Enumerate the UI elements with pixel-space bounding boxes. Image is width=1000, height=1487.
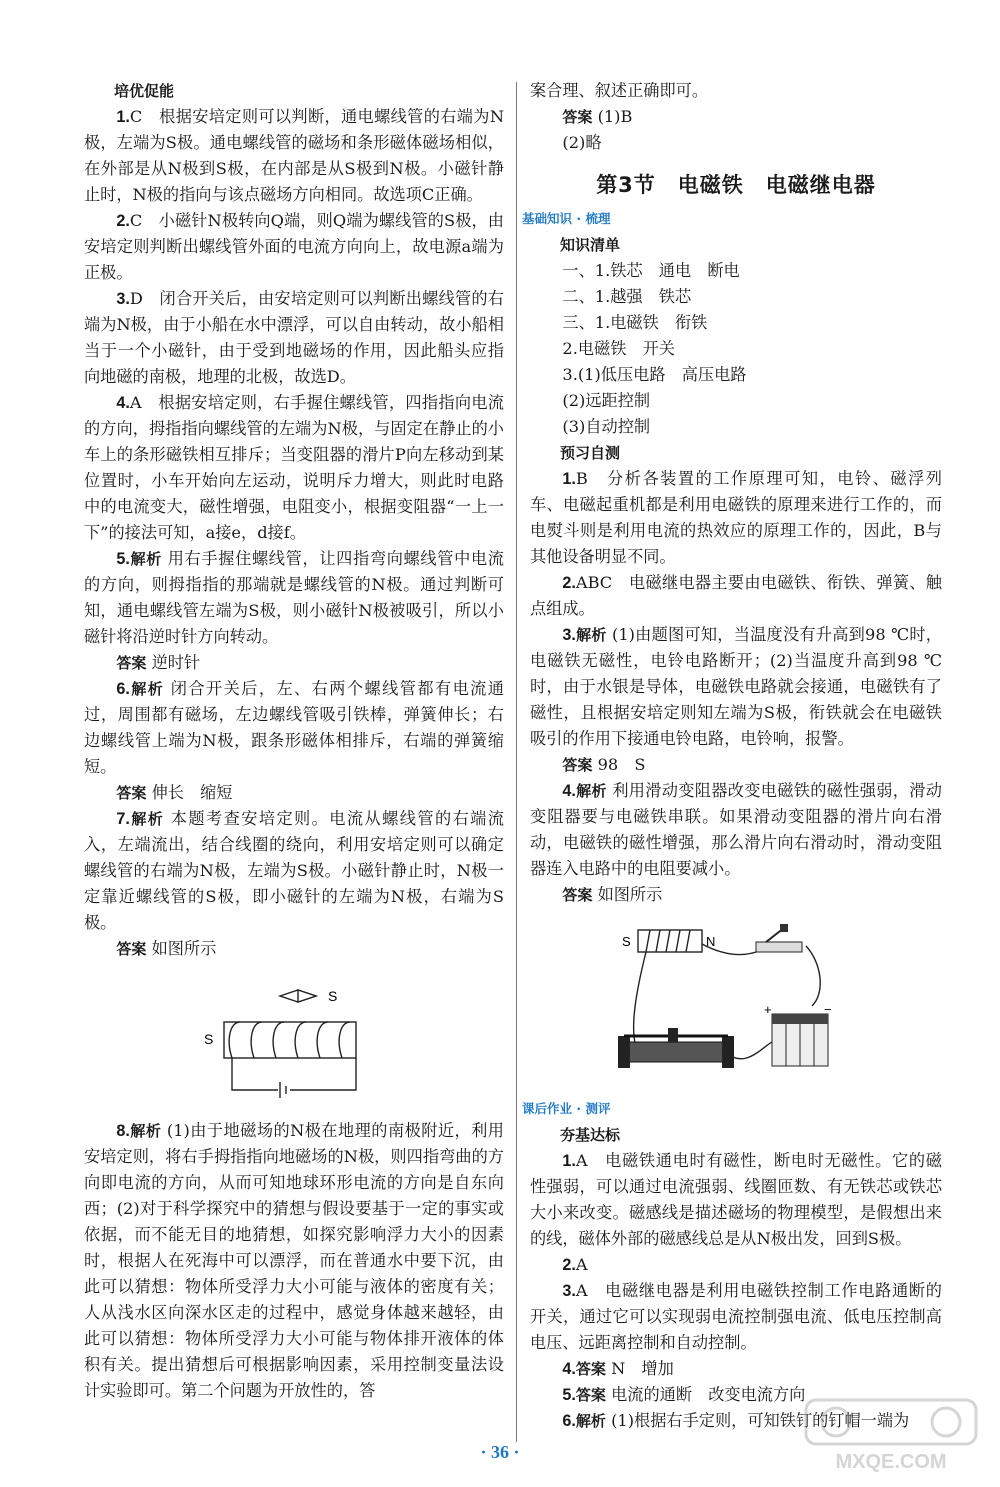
answer-item: 1.C 根据安培定则可以判断，通电螺线管的右端为N极，左端为S极。通电螺线管的磁场和条形磁体磁场相似，在外部是从N极到S极，在内部是从S极到N极。小磁针静止时，N极的指向与该点磁场方向相同。故选项C正确。 bbox=[84, 107, 504, 204]
answer-item: 5.解析 用右手握住螺线管，让四指弯向螺线管中电流的方向，则拇指指的那端就是螺线管的N极。通过判断可知，通电螺线管左端为S极，则小磁针N极被吸引，所以小磁针将沿逆时针方向转动。 bbox=[84, 549, 504, 646]
answer-item: 3.A 电磁继电器是利用电磁铁控制工作电路通断的开关，通过它可以实现弱电流控制强电流、低电压控制高电压、远距离控制和自动控制。 bbox=[530, 1281, 942, 1352]
answer-item: 4.解析 利用滑动变阻器改变电磁铁的磁性强弱，滑动变阻器要与电磁铁串联。如果滑动变阻器的滑片向右滑动，电磁铁的磁性增强，那么滑片向右滑动时，滑动变阻器连入电路中的电阻要减小。 bbox=[530, 781, 942, 878]
fig2-label-minus: − bbox=[824, 1002, 832, 1017]
answer-line: 答案 伸长 缩短 bbox=[116, 783, 233, 802]
answer-line: 答案 98 S bbox=[562, 755, 646, 774]
list-item: 2.电磁铁 开关 bbox=[562, 339, 675, 358]
fig2-label-s: S bbox=[622, 934, 631, 949]
list-item: 3.(1)低压电路 高压电路 bbox=[562, 365, 747, 384]
answer-item: 6.解析 (1)根据右手定则，可知铁钉的钉帽一端为 bbox=[562, 1411, 910, 1430]
answer-item: 1.B 分析各装置的工作原理可知，电铃、磁浮列车、电磁起重机都是利用电磁铁的原理来进行工作的，而电熨斗则是利用电流的热效应的原理工作的，因此，B与其他设备明显不同。 bbox=[530, 469, 942, 566]
battery bbox=[772, 1014, 828, 1066]
list-item: 一、1.铁芯 通电 断电 bbox=[562, 261, 740, 280]
column-divider bbox=[516, 82, 517, 1442]
list-item: 三、1.电磁铁 衔铁 bbox=[562, 313, 708, 332]
answer-item: 4.答案 N 增加 bbox=[562, 1359, 674, 1378]
list-item: (3)自动控制 bbox=[562, 417, 651, 436]
sliding-rheostat bbox=[618, 1028, 734, 1068]
list-item: (2)远距控制 bbox=[562, 391, 651, 410]
fig2-label-n: N bbox=[706, 934, 716, 949]
continued-text: 案合理、叙述正确即可。 bbox=[530, 81, 709, 100]
section-title: 第3节 电磁铁 电磁继电器 bbox=[596, 173, 876, 197]
answer-item: 2.A bbox=[562, 1255, 588, 1274]
subheading: 夯基达标 bbox=[560, 1126, 621, 1144]
answer-item: 2.ABC 电磁继电器主要由电磁铁、衔铁、弹簧、触点组成。 bbox=[530, 573, 942, 618]
answer-item: 7.解析 本题考查安培定则。电流从螺线管的右端流入，左端流出，结合线圈的绕向，利用安培定则可以确定螺线管的右端为N极，左端为S极。小磁针静止时，N极一定靠近螺线管的S极，即小磁针的左端为N极，右端为S极。 bbox=[84, 809, 504, 932]
watermark-logo bbox=[796, 1396, 986, 1476]
answer-line: 答案 如图所示 bbox=[562, 885, 663, 904]
right-column bbox=[522, 78, 942, 1434]
answer-item: 8.解析 (1)由于地磁场的N极在地理的南极附近，利用安培定则，将右手拇指指向地磁场的N极，则四指弯曲的方向即电流的方向，从而可知地球环形电流的方向是自东向西；(2)对于科学探究中的猜想与假设要基于一定的事实或依据，而不能无目的地猜想，如探究影响浮力大小的因素时，根据人在死海中可以漂浮，而在普通水中要下沉，由此可以猜想：物体所受浮力大小可能与液体的密度有关；人从浅水区向深水区走的过程中，感觉身体越来越轻，由此可以猜想：物体所受浮力大小可能与物体排开液体的体积有关。提出猜想后可根据影响因素，采用控制变量法设计实验即可。第二个问题为开放性的，答 bbox=[84, 1121, 504, 1400]
answer-item: 3.D 闭合开关后，由安培定则可以判断出螺线管的右端为N极，由于小船在水中漂浮，可以自由转动，故小船相当于一个小磁针，由于受到地磁场的作用，因此船头应指向地磁的南极，地理的北极，故选D。 bbox=[84, 289, 504, 386]
answer-item: 1.A 电磁铁通电时有磁性，断电时无磁性。它的磁性强弱，可以通过电流强弱、线圈匝数、有无铁芯或铁芯大小来改变。磁感线是描述磁场的物理模型，是假想出来的线，磁体外部的磁感线总是从N极出发，回到S极。 bbox=[530, 1151, 942, 1248]
answer-item: 6.解析 闭合开关后，左、右两个螺线管都有电流通过，周围都有磁场，左边螺线管吸引铁棒，弹簧伸长；右边螺线管上端为N极，跟条形磁体相排斥，右端的弹簧缩短。 bbox=[84, 679, 504, 776]
watermark-text: MXQE.COM bbox=[835, 1451, 947, 1473]
electromagnet-circuit-figure bbox=[616, 922, 856, 1082]
fig-label-s-left: S bbox=[204, 1031, 214, 1047]
subheading: 预习自测 bbox=[560, 444, 621, 462]
fig2-label-plus: + bbox=[764, 1002, 772, 1017]
blue-section-label: 基础知识 · 梳理 bbox=[522, 211, 611, 226]
blue-section-label: 课后作业 · 测评 bbox=[522, 1101, 611, 1116]
list-item: 二、1.越强 铁芯 bbox=[562, 287, 692, 306]
answer-item: 4.A 根据安培定则，右手握住螺线管，四指指向电流的方向，拇指指向螺线管的左端为N极，与固定在静止的小车上的条形磁铁相互排斥；当变阻器的滑片P向左移动到某位置时，小车开始向左运动，说明斥力增大，则此时电路中的电流变大，磁性增强，电阻变小，根据变阻器“一上一下”的接法可知，a接e，d接f。 bbox=[84, 393, 504, 542]
page-number: · 36 · bbox=[480, 1442, 520, 1462]
answer-line: 答案 (1)B bbox=[562, 107, 633, 126]
answer-item: 2.C 小磁针N极转向Q端，则Q端为螺线管的S极，由安培定则判断出螺线管外面的电流方向向上，故电源a端为正极。 bbox=[84, 211, 504, 282]
left-column bbox=[84, 78, 504, 1404]
solenoid-circuit-figure bbox=[194, 980, 394, 1100]
switch bbox=[756, 924, 802, 952]
section-heading: 培优促能 bbox=[114, 82, 175, 100]
fig-label-s-top: S bbox=[328, 988, 338, 1004]
answer-item: 5.答案 电流的通断 改变电流方向 bbox=[562, 1385, 806, 1404]
answer-line: 答案 逆时针 bbox=[116, 653, 201, 672]
answer-item: 3.解析 (1)由题图可知，当温度没有升高到98 ℃时，电磁铁无磁性，电铃电路断开；(2)当温度升高到98 ℃时，由于水银是导体，电磁铁电路就会接通，电磁铁有了磁性，且根据安培定则知左端为S极，衔铁就会在电磁铁吸引的作用下接通电铃电路，电铃响，报警。 bbox=[530, 625, 942, 748]
answer-line: (2)略 bbox=[562, 133, 602, 152]
answer-line: 答案 如图所示 bbox=[116, 939, 217, 958]
subheading: 知识清单 bbox=[560, 236, 621, 254]
